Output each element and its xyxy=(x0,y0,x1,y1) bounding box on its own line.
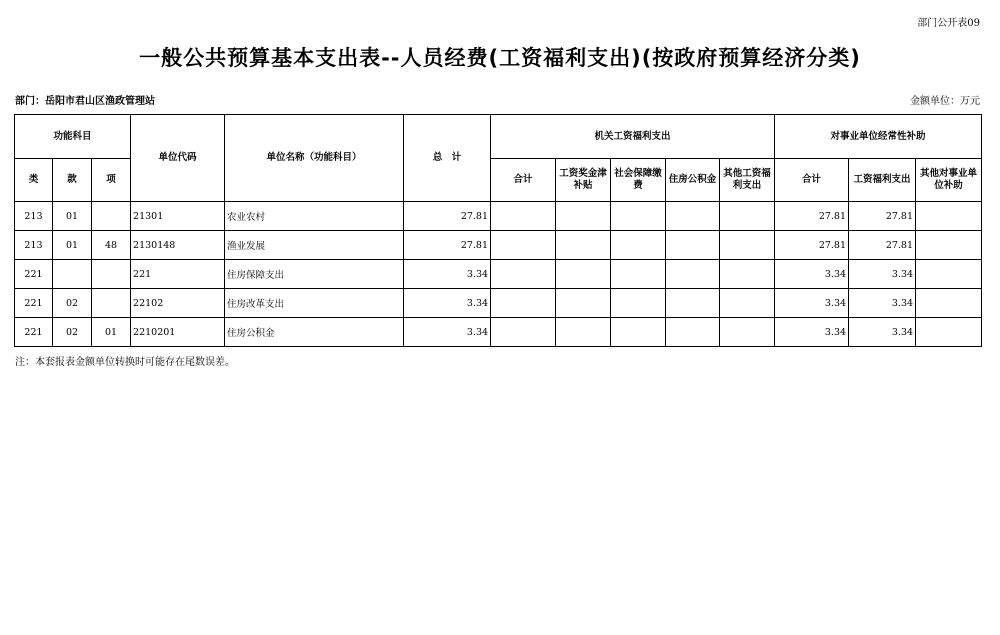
cell-agency-housing-fund xyxy=(666,289,720,318)
cell-agency-other xyxy=(720,289,775,318)
cell-kuan xyxy=(53,260,92,289)
cell-agency-total xyxy=(491,231,556,260)
cell-code: 221 xyxy=(131,260,225,289)
cell-public-wages: 3.34 xyxy=(849,289,916,318)
cell-agency-wages xyxy=(556,202,611,231)
header-unit-name: 单位名称（功能科目） xyxy=(225,115,404,202)
cell-xiang xyxy=(92,260,131,289)
department-label: 部门：岳阳市君山区渔政管理站 xyxy=(15,96,155,107)
header-unit-code: 单位代码 xyxy=(131,115,225,202)
page-title: 一般公共预算基本支出表--人员经费(工资福利支出)(按政府预算经济分类) xyxy=(139,46,861,70)
cell-code: 2210201 xyxy=(131,318,225,347)
header-agency-social-security: 社会保障缴费 xyxy=(611,159,666,202)
cell-code: 2130148 xyxy=(131,231,225,260)
header-public-wages: 工资福利支出 xyxy=(849,159,916,202)
cell-agency-housing-fund xyxy=(666,231,720,260)
header-xiang: 项 xyxy=(92,159,131,202)
header-row-1 xyxy=(15,115,982,159)
cell-kuan: 02 xyxy=(53,318,92,347)
cell-agency-social-security xyxy=(611,318,666,347)
cell-public-wages: 27.81 xyxy=(849,231,916,260)
cell-xiang xyxy=(92,289,131,318)
header-agency-total: 合计 xyxy=(491,159,556,202)
cell-agency-social-security xyxy=(611,202,666,231)
cell-agency-other xyxy=(720,318,775,347)
cell-lei: 213 xyxy=(15,202,53,231)
cell-total: 3.34 xyxy=(404,318,491,347)
cell-agency-social-security xyxy=(611,289,666,318)
header-func-subject: 功能科目 xyxy=(15,115,131,159)
table-row xyxy=(15,289,982,318)
cell-public-total: 27.81 xyxy=(775,231,849,260)
cell-agency-other xyxy=(720,231,775,260)
cell-public-wages: 3.34 xyxy=(849,260,916,289)
cell-public-total: 27.81 xyxy=(775,202,849,231)
cell-public-other xyxy=(916,318,982,347)
cell-lei: 213 xyxy=(15,231,53,260)
cell-agency-social-security xyxy=(611,260,666,289)
cell-name: 住房公积金 xyxy=(225,318,404,347)
cell-name: 住房保障支出 xyxy=(225,260,404,289)
cell-lei: 221 xyxy=(15,289,53,318)
cell-agency-wages xyxy=(556,289,611,318)
amount-unit-label: 金额单位：万元 xyxy=(910,96,980,107)
cell-agency-other xyxy=(720,202,775,231)
cell-total: 27.81 xyxy=(404,202,491,231)
cell-lei: 221 xyxy=(15,318,53,347)
form-number: 部门公开表09 xyxy=(917,18,980,29)
cell-agency-total xyxy=(491,289,556,318)
footnote: 注：本套报表金额单位转换时可能存在尾数误差。 xyxy=(15,357,235,368)
cell-public-total: 3.34 xyxy=(775,289,849,318)
table-row xyxy=(15,202,982,231)
cell-code: 21301 xyxy=(131,202,225,231)
cell-public-other xyxy=(916,231,982,260)
cell-public-wages: 27.81 xyxy=(849,202,916,231)
header-public-other: 其他对事业单位补助 xyxy=(916,159,982,202)
cell-public-other xyxy=(916,289,982,318)
cell-code: 22102 xyxy=(131,289,225,318)
cell-agency-other xyxy=(720,260,775,289)
cell-total: 3.34 xyxy=(404,289,491,318)
cell-xiang xyxy=(92,202,131,231)
cell-name: 渔业发展 xyxy=(225,231,404,260)
header-public-total: 合计 xyxy=(775,159,849,202)
header-agency-housing-fund: 住房公积金 xyxy=(666,159,720,202)
cell-agency-wages xyxy=(556,231,611,260)
header-agency-group: 机关工资福利支出 xyxy=(491,115,775,159)
cell-total: 27.81 xyxy=(404,231,491,260)
cell-kuan: 01 xyxy=(53,202,92,231)
cell-agency-social-security xyxy=(611,231,666,260)
cell-public-total: 3.34 xyxy=(775,318,849,347)
header-lei: 类 xyxy=(15,159,53,202)
cell-agency-total xyxy=(491,318,556,347)
cell-name: 农业农村 xyxy=(225,202,404,231)
cell-agency-housing-fund xyxy=(666,260,720,289)
budget-table xyxy=(14,114,982,347)
cell-lei: 221 xyxy=(15,260,53,289)
header-total: 总 计 xyxy=(404,115,491,202)
header-public-group: 对事业单位经常性补助 xyxy=(775,115,982,159)
cell-agency-total xyxy=(491,260,556,289)
cell-agency-wages xyxy=(556,318,611,347)
table-row xyxy=(15,260,982,289)
cell-agency-total xyxy=(491,202,556,231)
cell-xiang: 48 xyxy=(92,231,131,260)
cell-public-wages: 3.34 xyxy=(849,318,916,347)
header-agency-wages: 工资奖金津补贴 xyxy=(556,159,611,202)
cell-public-other xyxy=(916,202,982,231)
table-row xyxy=(15,231,982,260)
cell-total: 3.34 xyxy=(404,260,491,289)
cell-public-total: 3.34 xyxy=(775,260,849,289)
cell-agency-wages xyxy=(556,260,611,289)
header-kuan: 款 xyxy=(53,159,92,202)
cell-name: 住房改革支出 xyxy=(225,289,404,318)
cell-agency-housing-fund xyxy=(666,318,720,347)
table-row xyxy=(15,318,982,347)
cell-kuan: 01 xyxy=(53,231,92,260)
header-agency-other: 其他工资福利支出 xyxy=(720,159,775,202)
cell-agency-housing-fund xyxy=(666,202,720,231)
cell-public-other xyxy=(916,260,982,289)
cell-xiang: 01 xyxy=(92,318,131,347)
cell-kuan: 02 xyxy=(53,289,92,318)
